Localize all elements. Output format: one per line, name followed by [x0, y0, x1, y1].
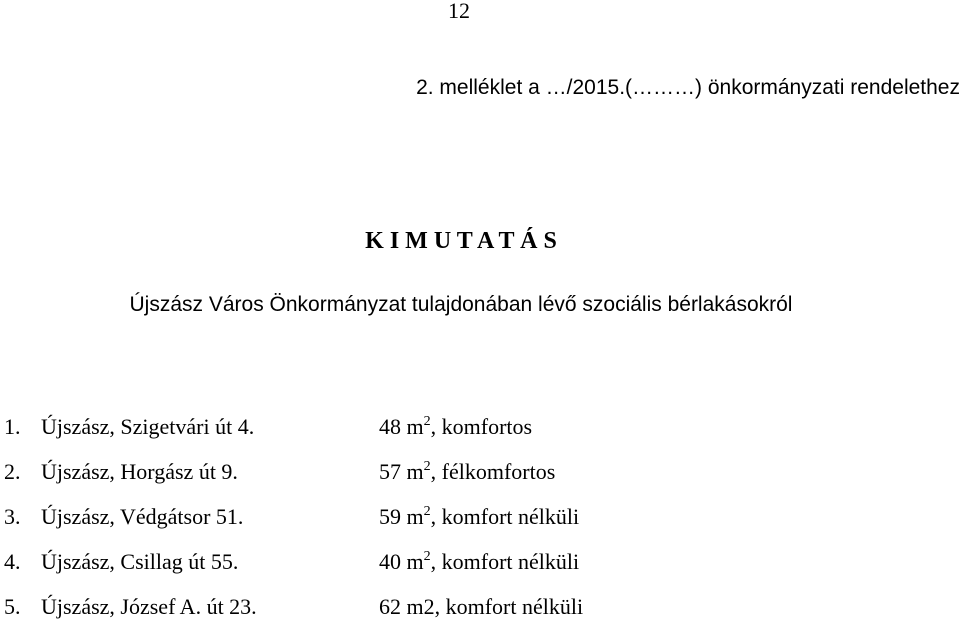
item-address: Újszász, Védgátsor 51. [41, 504, 244, 529]
item-comfort: , komfort nélküli [430, 549, 580, 574]
item-area-exponent: 2 [423, 459, 431, 474]
item-area: 59 m [379, 504, 424, 529]
item-comfort: , komfort nélküli [430, 504, 580, 529]
item-number: 4. [4, 549, 21, 574]
item-area: 40 m [379, 549, 424, 574]
item-address: Újszász, Horgász út 9. [41, 459, 238, 484]
document-subtitle: Újszász Város Önkormányzat tulajdonában lévő szociális bérlakásokról [129, 293, 793, 316]
item-area: 57 m [379, 459, 424, 484]
item-number: 2. [4, 459, 21, 484]
item-comfort: , komfortos [430, 414, 533, 439]
item-comfort: , félkomfortos [430, 459, 556, 484]
page-number: 12 [448, 0, 470, 23]
item-address: Újszász, József A. út 23. [41, 594, 257, 619]
annex-reference: 2. melléklet a …/2015.(………) önkormányzati rendelethez [416, 76, 960, 99]
item-number: 5. [4, 594, 21, 619]
item-address: Újszász, Csillag út 55. [41, 549, 239, 574]
item-description [379, 547, 579, 577]
document-title: K I M U T A T Á S [365, 228, 557, 254]
item-area-exponent: 2 [423, 414, 431, 429]
item-area: 48 m [379, 414, 424, 439]
item-description [379, 502, 579, 532]
item-area: 62 m2, komfort nélküli [379, 594, 584, 619]
item-number: 1. [4, 414, 21, 439]
item-description [379, 592, 583, 622]
item-description [379, 412, 532, 442]
item-number: 3. [4, 504, 21, 529]
item-description [379, 457, 555, 487]
item-area-exponent: 2 [423, 549, 431, 564]
item-address: Újszász, Szigetvári út 4. [41, 414, 255, 439]
item-area-exponent: 2 [423, 504, 431, 519]
